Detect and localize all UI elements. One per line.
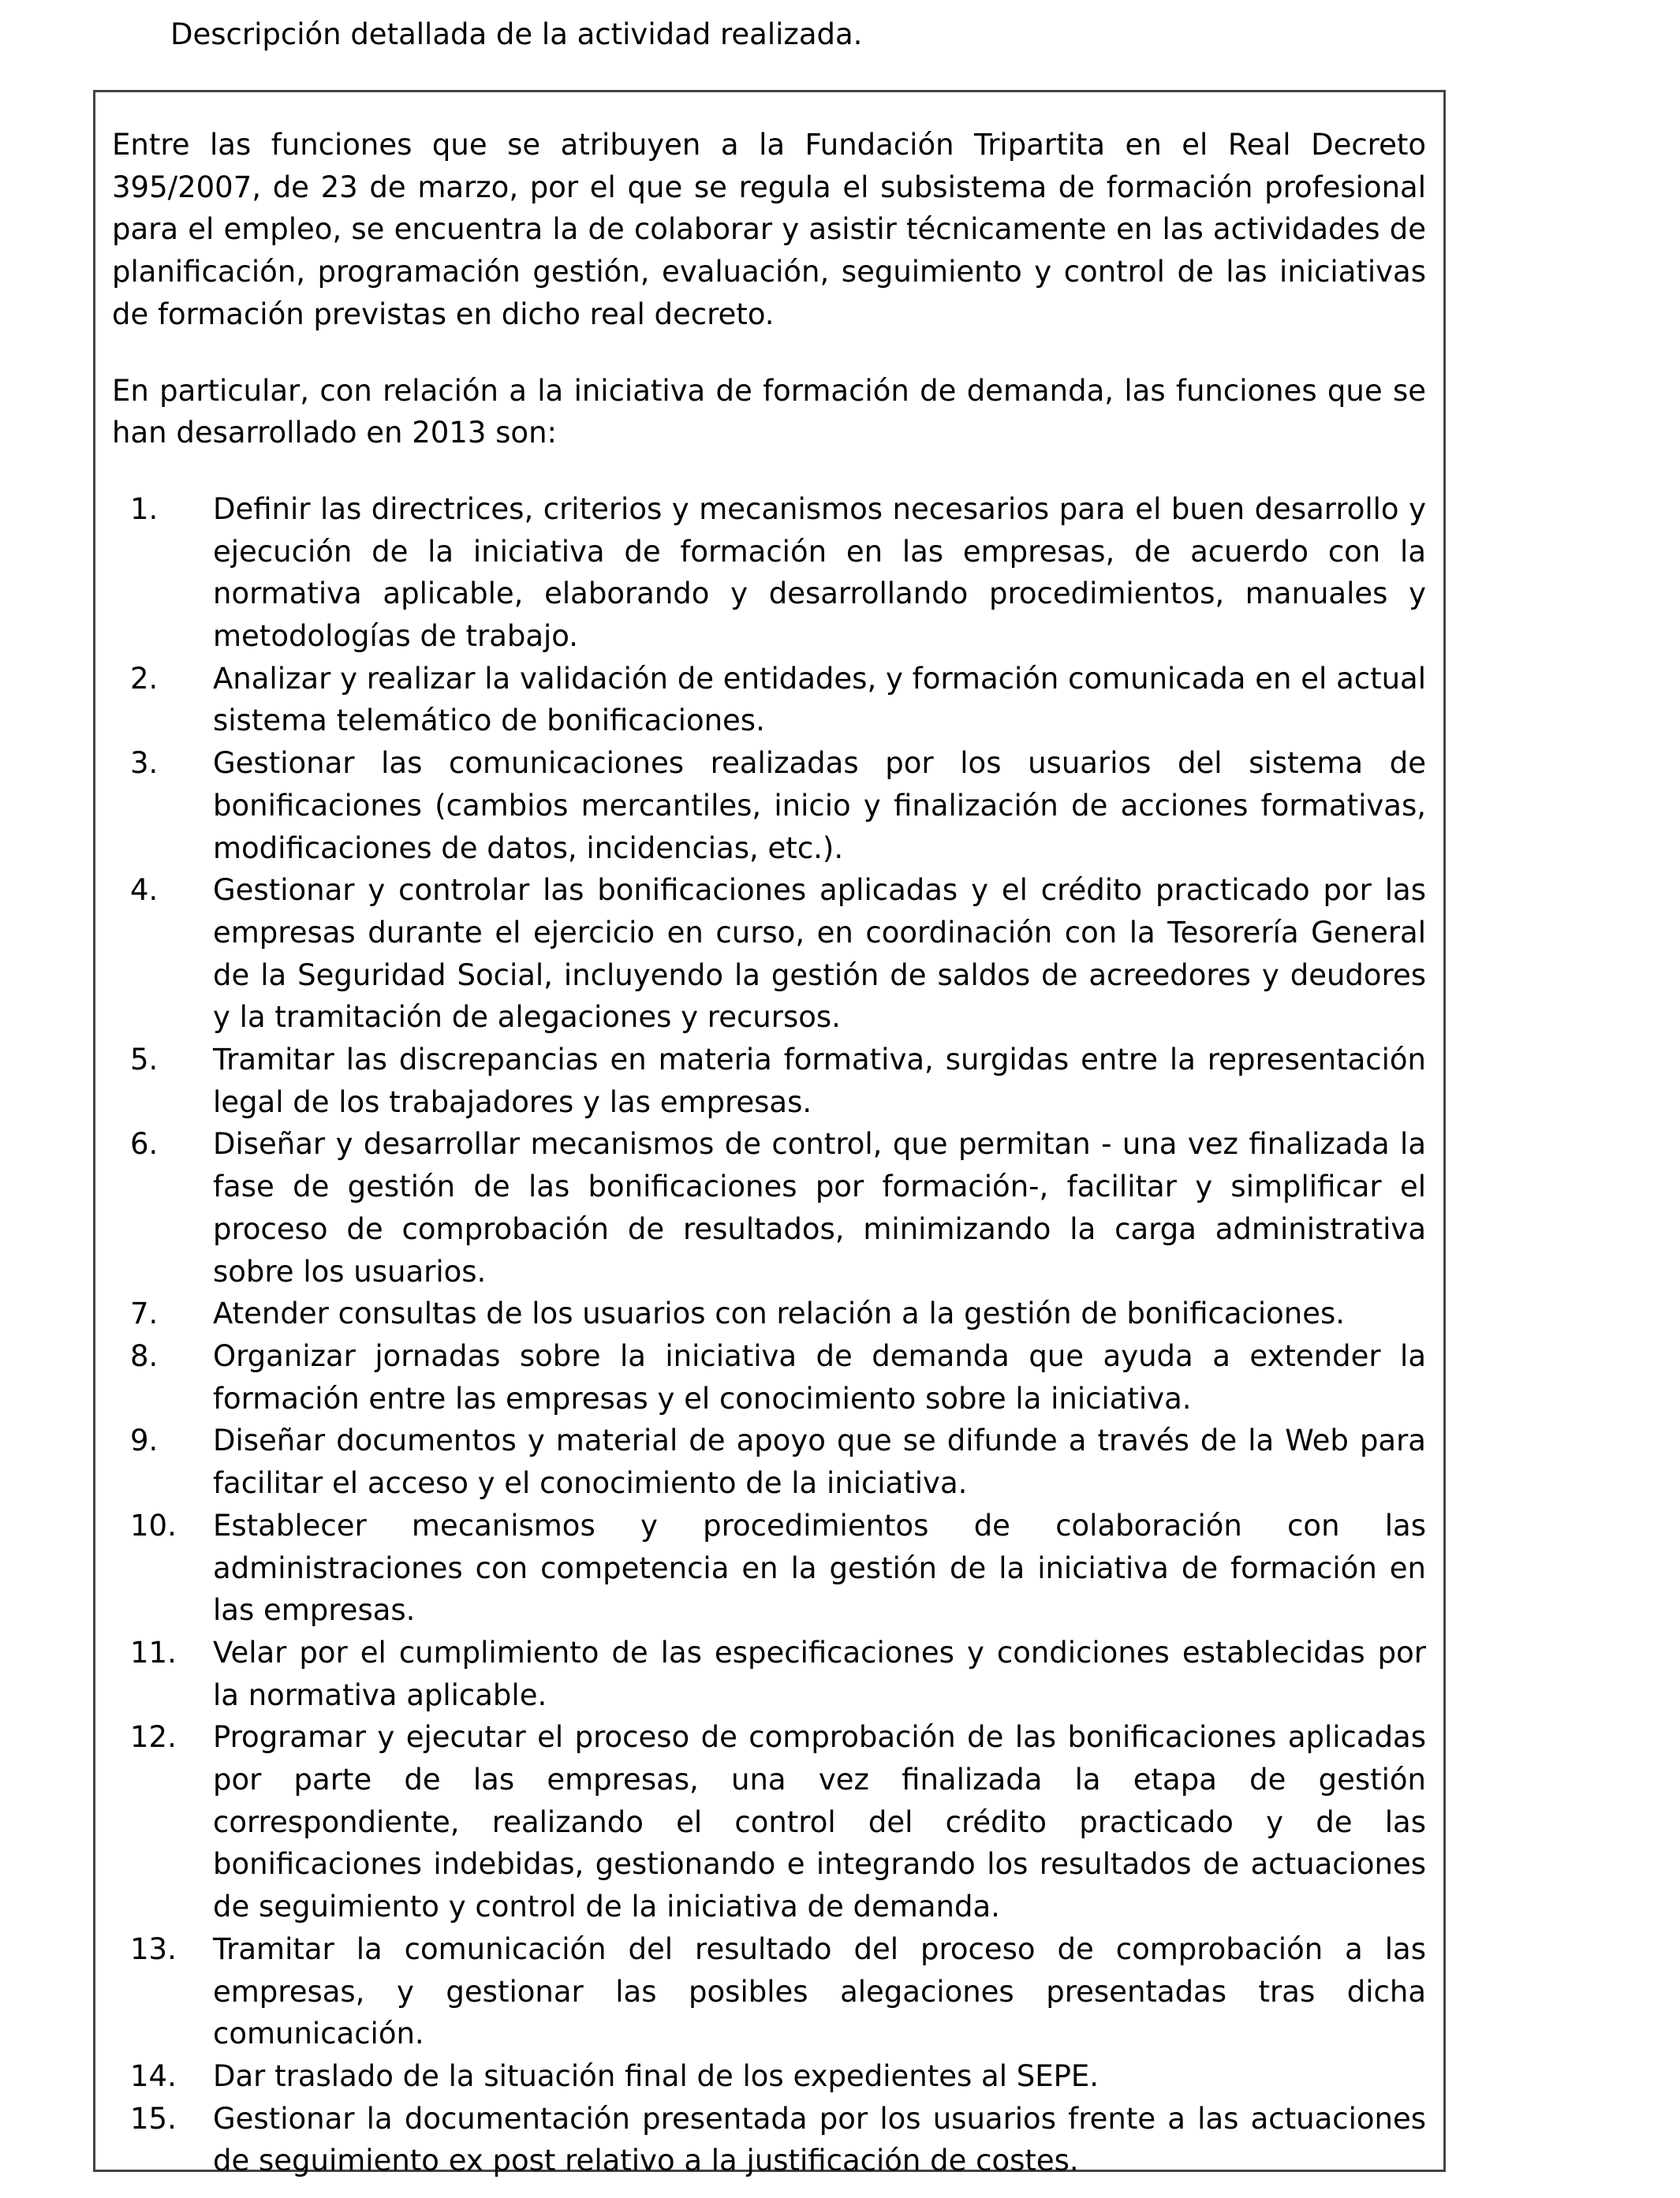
list-item xyxy=(112,1632,1426,1716)
list-item-text: Tramitar las discrepancias en materia formativa, surgidas entre la representación legal de los trabajadores y las empresas. xyxy=(213,1043,1426,1119)
list-item xyxy=(112,1039,1426,1123)
list-item-number: 3. xyxy=(130,746,159,781)
intro-paragraph: Entre las funciones que se atribuyen a la Fundación Tripartita en el Real Decreto 395/2007, de 23 de marzo, por el que se regula el subsistema de formación profesional para el empleo, se encuentra la de colaborar y asistir técnicamente en las actividades de planificación, programación gestión, evaluación, seguimiento y control de las iniciativas de formación previstas en dicho real decreto. xyxy=(112,128,1426,331)
activity-description-box xyxy=(93,90,1446,2178)
list-item-number: 6. xyxy=(130,1127,159,1162)
list-item xyxy=(112,1335,1426,1420)
list-item-text: Diseñar documentos y material de apoyo que se difunde a través de la Web para facilitar el acceso y el conocimiento de la iniciativa. xyxy=(213,1424,1426,1501)
list-item xyxy=(112,1123,1426,1293)
list-item-number: 7. xyxy=(130,1297,159,1331)
list-item-text: Atender consultas de los usuarios con relación a la gestión de bonificaciones. xyxy=(213,1297,1346,1331)
list-item-text: Organizar jornadas sobre la iniciativa de demanda que ayuda a extender la formación entre las empresas y el conocimiento sobre la iniciativa. xyxy=(213,1338,1426,1416)
list-item-text: Analizar y realizar la validación de entidades, y formación comunicada en el actual sistema telemático de bonificaciones. xyxy=(213,661,1426,738)
list-item-number: 15. xyxy=(130,2101,177,2136)
list-item-text: Gestionar la documentación presentada por los usuarios frente a las actuaciones de seguimiento ex post relativo a la justificación de costes. xyxy=(213,2101,1426,2178)
list-item-text: Tramitar la comunicación del resultado del proceso de comprobación a las empresas, y gestionar las posibles alegaciones presentadas tras dicha comunicación. xyxy=(213,1931,1426,2051)
section-heading: Descripción detallada de la actividad realizada. xyxy=(170,17,863,51)
list-item xyxy=(112,1420,1426,1504)
list-item-text: Definir las directrices, criterios y mecanismos necesarios para el buen desarrollo y ejecución de la iniciativa de formación en las empresas, de acuerdo con la normativa aplicable, elaborando y desarrollando procedimientos, manuales y metodologías de trabajo. xyxy=(213,491,1426,654)
list-item-text: Diseñar y desarrollar mecanismos de control, que permitan - una vez finalizada la fase de gestión de las bonificaciones por formación-, facilitar y simplificar el proceso de comprobación de resultados, minimizando la carga administrativa sobre los usuarios. xyxy=(213,1127,1426,1289)
functions-list xyxy=(112,488,1426,2182)
list-item-text: Establecer mecanismos y procedimientos de colaboración con las administraciones con competencia en la gestión de la iniciativa de formación en las empresas. xyxy=(213,1508,1426,1628)
list-item xyxy=(112,869,1426,1039)
list-item-number: 4. xyxy=(130,873,159,908)
list-item-number: 2. xyxy=(130,661,159,696)
list-item-number: 1. xyxy=(130,491,159,526)
intro-paragraph: En particular, con relación a la iniciativa de formación de demanda, las funciones que se han desarrollado en 2013 son: xyxy=(112,373,1426,450)
list-item-text: Velar por el cumplimiento de las especificaciones y condiciones establecidas por la normativa aplicable. xyxy=(213,1635,1426,1712)
list-item-text: Gestionar las comunicaciones realizadas por los usuarios del sistema de bonificaciones (cambios mercantiles, inicio y finalización de acciones formativas, modificaciones de datos, incidencias, etc.). xyxy=(213,746,1426,865)
list-item xyxy=(112,1293,1426,1335)
list-item-number: 9. xyxy=(130,1424,159,1458)
list-item xyxy=(112,1928,1426,2055)
list-item-number: 10. xyxy=(130,1508,177,1543)
list-item-number: 12. xyxy=(130,1720,177,1755)
list-item-text: Gestionar y controlar las bonificaciones aplicadas y el crédito practicado por las empresas durante el ejercicio en curso, en coordinación con la Tesorería General de la Seguridad Social, incluyendo la gestión de saldos de acreedores y deudores y la tramitación de alegaciones y recursos. xyxy=(213,873,1426,1035)
list-item-number: 13. xyxy=(130,1931,177,1966)
list-item-text: Dar traslado de la situación final de los expedientes al SEPE. xyxy=(213,2058,1099,2093)
list-item-number: 14. xyxy=(130,2058,177,2093)
list-item xyxy=(112,658,1426,742)
list-item xyxy=(112,1505,1426,1632)
list-item xyxy=(112,2055,1426,2098)
list-item xyxy=(112,2098,1426,2182)
list-item-text: Programar y ejecutar el proceso de comprobación de las bonificaciones aplicadas por parte de las empresas, una vez finalizada la etapa de gestión correspondiente, realizando el control del crédito practicado y de las bonificaciones indebidas, gestionando e integrando los resultados de actuaciones de seguimiento y control de la iniciativa de demanda. xyxy=(213,1720,1426,1924)
list-item xyxy=(112,1716,1426,1928)
list-item-number: 5. xyxy=(130,1043,159,1077)
list-item xyxy=(112,488,1426,658)
list-item-number: 11. xyxy=(130,1635,177,1670)
list-item-number: 8. xyxy=(130,1338,159,1373)
list-item xyxy=(112,742,1426,869)
